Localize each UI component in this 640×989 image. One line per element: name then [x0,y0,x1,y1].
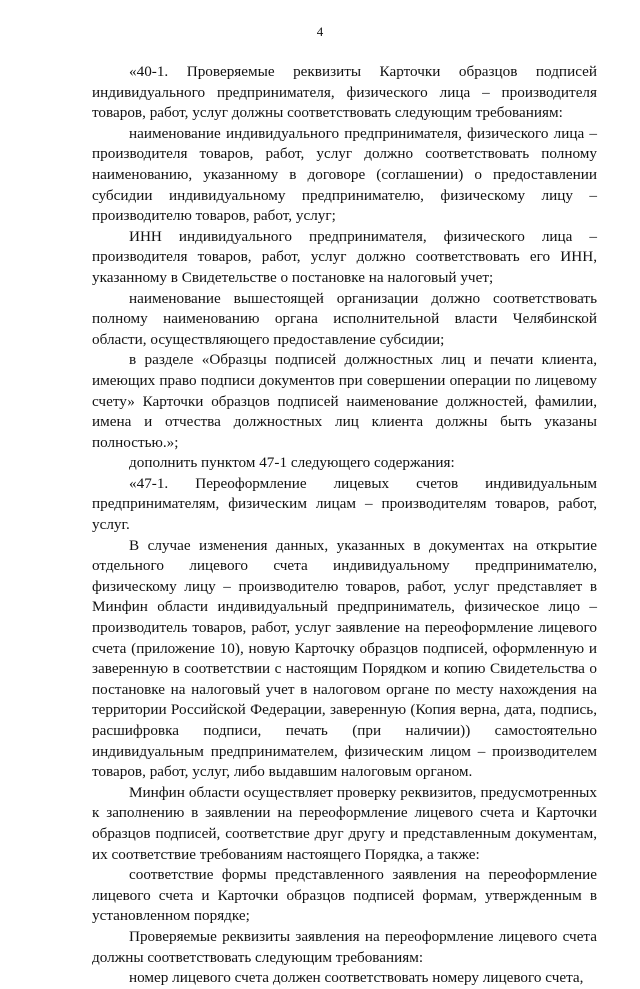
paragraph-clause-40-1: «40-1. Проверяемые реквизиты Карточки образцов подписей индивидуального предпринимателя, физического лица – производителя товаров, работ, услуг должны соответствовать следующим требованиям: [92,63,597,122]
paragraph-minfin-check: Минфин области осуществляет проверку реквизитов, предусмотренных к заполнению в заявлении на переоформление лицевого счета и Карточки образцов подписей, соответствие друг другу и представленным документам, их соответствие требованиям настоящего Порядка, а также: [92,783,597,863]
paragraph-superior-organization: наименование вышестоящей организации должно соответствовать полному наименованию органа исполнительной власти Челябинской области, осуществляющего предоставление субсидии; [92,289,597,348]
paragraph-add-clause: дополнить пунктом 47-1 следующего содержания: [129,454,455,472]
page-number: 4 [316,24,324,39]
paragraph-data-change: В случае изменения данных, указанных в документах на открытие отдельного лицевого счета индивидуальному предпринимателю, физическому лицу – производителю товаров, работ, услуг представляет в Минфин области индивидуальный предприниматель, физическое лицо – производитель товаров, работ, услуг заявление на переоформление лицевого счета (приложение 10), новую Карточку образцов подписей, оформленную и заверенную в соответствии с настоящим Порядком и копию Свидетельства о постановке на налоговый учет в налоговом органе по месту нахождения на территории Российской Федерации, заверенную (Копия верна, дата, подпись, расшифровка подписи, печать (при наличии)) самостоятельно индивидуальным предпринимателем, физическим лицом – производителем товаров, работ, услуг, либо выдавшим налоговым органом. [92,536,597,781]
paragraph-account-number: номер лицевого счета должен соответствовать номеру лицевого счета, [129,969,584,987]
paragraph-signatures-section: в разделе «Образцы подписей должностных лиц и печати клиента, имеющих право подписи документов при совершении операции по лицевому счету» Карточки образцов подписей наименование должностей, фамилии, имена и отчества должностных лиц клиента должны быть указаны полностью.»; [92,351,597,451]
paragraph-name-requirement: наименование индивидуального предпринимателя, физического лица – производителя товаров, работ, услуг должно соответствовать полному наименованию, указанному в договоре (соглашении) о предоставлении субсидии индивидуальному предпринимателю, физическому лицу – производителю товаров, работ, услуг; [92,124,597,225]
paragraph-form-compliance: соответствие формы представленного заявления на переоформление лицевого счета и Карточки образцов подписей формам, утвержденным в установленном порядке; [92,866,597,925]
paragraph-clause-47-1-title: «47-1. Переоформление лицевых счетов индивидуальным предпринимателям, физическим лицам – производителям товаров, работ, услуг. [92,474,597,534]
paragraph-application-requisites: Проверяемые реквизиты заявления на переоформление лицевого счета должны соответствовать следующим требованиям: [92,927,597,966]
paragraph-inn-requirement: ИНН индивидуального предпринимателя, физического лица – производителя товаров, работ, услуг должно соответствовать его ИНН, указанному в Свидетельстве о постановке на налоговый учет; [92,227,597,286]
document-body [92,62,597,989]
